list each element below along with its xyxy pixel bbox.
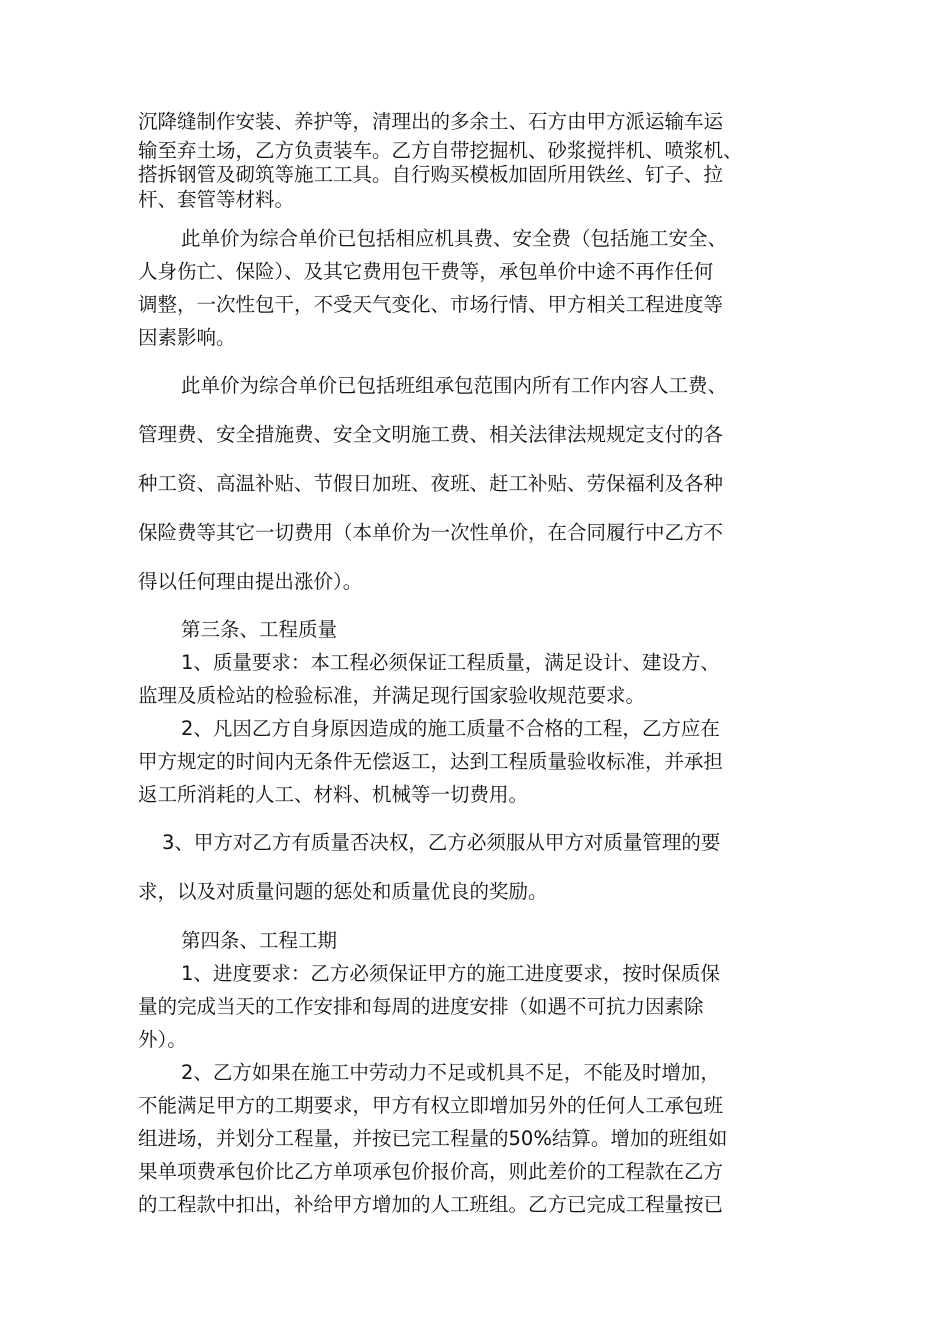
text-line: 2、乙方如果在施工中劳动力不足或机具不足，不能及时增加， <box>181 1061 720 1084</box>
text-line: 1、质量要求：本工程必须保证工程质量，满足设计、建设方、 <box>181 651 720 674</box>
text-line: 求，以及对质量问题的惩处和质量优良的奖励。 <box>138 880 548 903</box>
text-line: 人身伤亡、保险）、及其它费用包干费等，承包单价中途不再作任何 <box>138 260 714 283</box>
text-line: 不能满足甲方的工期要求，甲方有权立即增加另外的任何人工承包班 <box>138 1094 724 1117</box>
text-line: 杆、套管等材料。 <box>138 188 295 211</box>
text-line: 调整，一次性包干，不受天气变化、市场行情、甲方相关工程进度等 <box>138 293 724 316</box>
text-line: 搭拆钢管及砌筑等施工工具。自行购买模板加固所用铁丝、钉子、拉 <box>138 163 724 186</box>
text-line: 2、凡因乙方自身原因造成的施工质量不合格的工程，乙方应在 <box>181 717 720 740</box>
text-line: 沉降缝制作安装、养护等，清理出的多余土、石方由甲方派运输车运 <box>138 110 724 133</box>
text-line: 因素影响。 <box>138 326 236 349</box>
text-line: 保险费等其它一切费用（本单价为一次性单价，在合同履行中乙方不 <box>138 521 724 544</box>
text-line: 得以任何理由提出涨价）。 <box>138 570 363 593</box>
text-line: 量的完成当天的工作安排和每周的进度安排（如遇不可抗力因素除 <box>138 995 704 1018</box>
text-line: 甲方规定的时间内无条件无偿返工，达到工程质量验收标准，并承担 <box>138 750 724 773</box>
section-heading: 第三条、工程质量 <box>181 618 338 641</box>
section-heading: 第四条、工程工期 <box>181 929 338 952</box>
text-line: 种工资、高温补贴、节假日加班、夜班、赶工补贴、劳保福利及各种 <box>138 472 724 495</box>
text-line: 1、进度要求：乙方必须保证甲方的施工进度要求，按时保质保 <box>181 962 720 985</box>
text-line: 果单项费承包价比乙方单项承包价报价高，则此差价的工程款在乙方 <box>138 1160 724 1183</box>
text-line: 外）。 <box>138 1028 187 1051</box>
text-line: 此单价为综合单价已包括相应机具费、安全费（包括施工安全、 <box>181 227 728 250</box>
text-line: 的工程款中扣出，补给甲方增加的人工班组。乙方已完成工程量按已 <box>138 1193 724 1216</box>
text-line: 组进场，并划分工程量，并按已完工程量的50%结算。增加的班组如 <box>138 1127 728 1150</box>
text-line: 3、甲方对乙方有质量否决权，乙方必须服从甲方对质量管理的要 <box>162 831 721 854</box>
text-line: 返工所消耗的人工、材料、机械等一切费用。 <box>138 783 529 806</box>
text-line: 此单价为综合单价已包括班组承包范围内所有工作内容人工费、 <box>181 374 728 397</box>
text-line: 输至弃土场，乙方负责装车。乙方自带挖掘机、砂浆搅拌机、喷浆机、 <box>138 139 743 162</box>
text-line: 管理费、安全措施费、安全文明施工费、相关法律法规规定支付的各 <box>138 423 724 446</box>
text-line: 监理及质检站的检验标准，并满足现行国家验收规范要求。 <box>138 684 646 707</box>
